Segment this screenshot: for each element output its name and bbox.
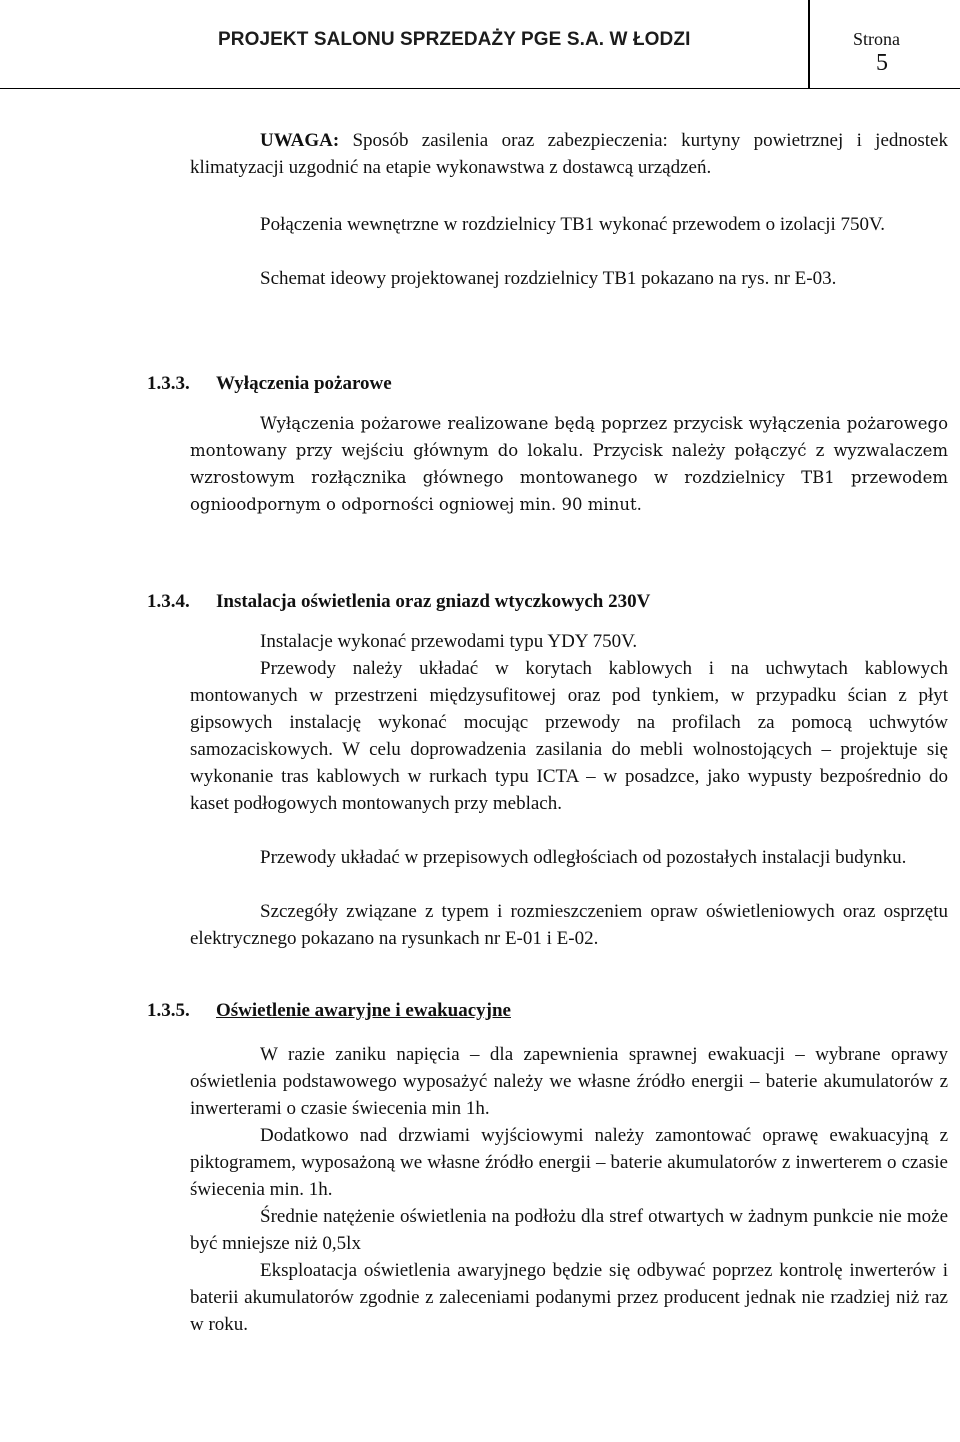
note-paragraph bbox=[190, 127, 948, 181]
section-heading-1-3-3 bbox=[147, 373, 392, 395]
note-label: UWAGA: bbox=[260, 130, 340, 151]
section-1-3-4-paragraph-1: Instalacje wykonać przewodami typu YDY 750V. bbox=[260, 631, 638, 652]
header-title: PROJEKT SALONU SPRZEDAŻY PGE S.A. W ŁODZI bbox=[218, 29, 691, 50]
intro-paragraph-2: Schemat ideowy projektowanej rozdzielnicy TB1 pokazano na rys. nr E-03. bbox=[260, 268, 837, 289]
section-1-3-5-paragraph-4: Eksploatacja oświetlenia awaryjnego będzie się odbywać poprzez kontrolę inwerterów i baterii akumulatorów zgodnie z zaleceniami podanymi przez producent jednak nie rzadziej niż raz w roku. bbox=[190, 1260, 948, 1335]
section-number: 1.3.5. bbox=[147, 1000, 190, 1021]
note-text: Sposób zasilenia oraz zabezpieczenia: kurtyny powietrznej i jednostek klimatyzacji uzgodnić na etapie wykonawstwa z dostawcą urządzeń. bbox=[190, 130, 948, 178]
section-title: Wyłączenia pożarowe bbox=[216, 373, 392, 394]
section-1-3-5-paragraph-2: Dodatkowo nad drzwiami wyjściowymi należy zamontować oprawę ewakuacyjną z piktogramem, wyposażoną we własne źródło energii – baterie akumulatorów z inwerterem o czasie świecenia min. 1h. bbox=[190, 1125, 948, 1200]
intro-paragraph-1: Połączenia wewnętrzne w rozdzielnicy TB1 wykonać przewodem o izolacji 750V. bbox=[260, 214, 886, 235]
page-number: 5 bbox=[876, 50, 888, 76]
section-1-3-3-paragraph: Wyłączenia pożarowe realizowane będą poprzez przycisk wyłączenia pożarowego montowany przy wejściu głównym do lokalu. Przycisk należy połączyć z wyzwalaczem wzrostowym rozłącznika głównego montowanego w rozdzielnicy TB1 przewodem ognioodpornym o odporności ogniowej min. 90 minut. bbox=[190, 414, 948, 514]
header-divider bbox=[808, 0, 810, 88]
section-title: Oświetlenie awaryjne i ewakuacyjne bbox=[216, 1000, 511, 1021]
section-number: 1.3.4. bbox=[147, 591, 190, 612]
section-1-3-4-paragraph-4: Szczegóły związane z typem i rozmieszczeniem opraw oświetleniowych oraz osprzętu elektrycznego pokazano na rysunkach nr E-01 i E-02. bbox=[190, 901, 948, 949]
section-heading-1-3-5 bbox=[147, 1000, 511, 1022]
section-1-3-4-paragraph-2: Przewody należy układać w korytach kablowych i na uchwytach kablowych montowanych w przestrzeni międzysufitowej oraz pod tynkiem, w przypadku ścian z płyt gipsowych instalację wykonać mocując przewody na profilach za pomocą uchwytów samozaciskowych. W celu doprowadzenia zasilania do mebli wolnostojących – projektuje się wykonanie tras kablowych w rurkach typu ICTA – w posadzce, jako wypusty bezpośrednio do kaset podłogowych montowanych przy meblach. bbox=[190, 658, 948, 814]
section-1-3-5-paragraph-1: W razie zaniku napięcia – dla zapewnienia sprawnej ewakuacji – wybrane oprawy oświetlenia podstawowego wyposażyć należy we własne źródło energii – baterie akumulatorów z inwerterami o czasie świecenia min 1h. bbox=[190, 1044, 948, 1119]
page-header bbox=[0, 0, 960, 89]
section-title: Instalacja oświetlenia oraz gniazd wtyczkowych 230V bbox=[216, 591, 651, 612]
section-1-3-5-paragraph-3: Średnie natężenie oświetlenia na podłożu dla stref otwartych w żadnym punkcie nie może być mniejsze niż 0,5lx bbox=[190, 1206, 948, 1254]
section-1-3-4-paragraph-3: Przewody układać w przepisowych odległościach od pozostałych instalacji budynku. bbox=[260, 847, 907, 868]
page-label: Strona bbox=[853, 29, 900, 49]
section-number: 1.3.3. bbox=[147, 373, 190, 394]
section-heading-1-3-4 bbox=[147, 591, 650, 613]
